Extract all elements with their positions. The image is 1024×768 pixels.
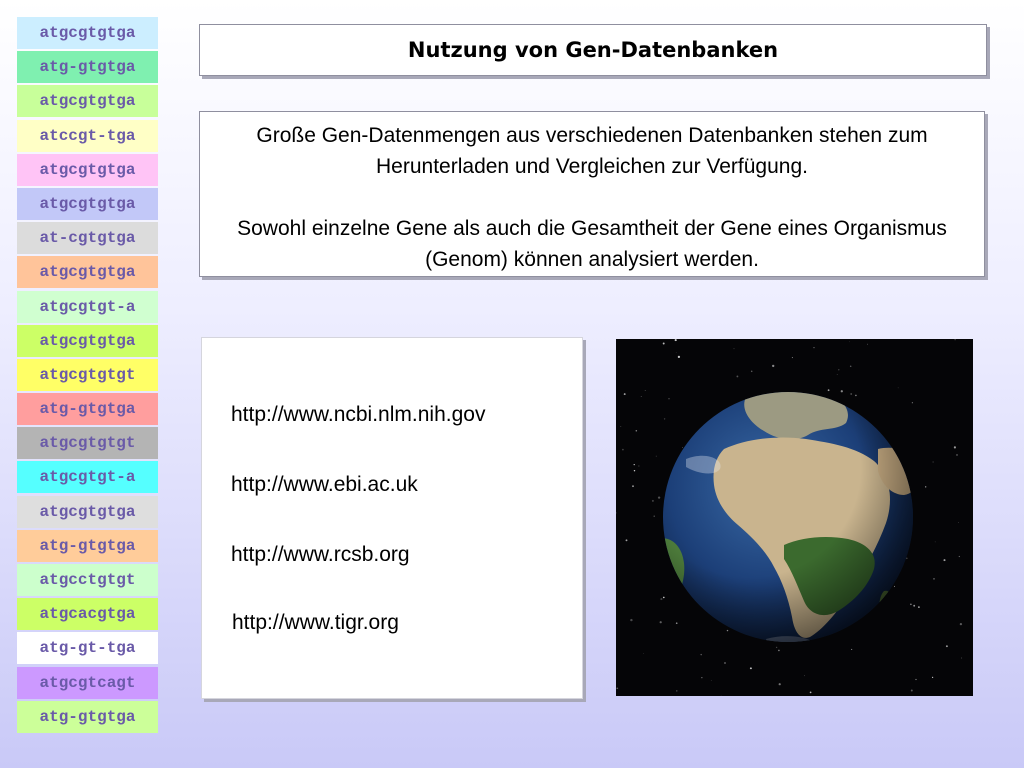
- earth-image: [616, 339, 973, 696]
- star: [675, 339, 677, 341]
- sequence-item: atg-gtgtga: [17, 51, 158, 83]
- star: [851, 649, 852, 650]
- star: [645, 390, 646, 391]
- star: [636, 430, 638, 432]
- star: [804, 675, 805, 676]
- star: [813, 347, 814, 348]
- sequence-item: atgcgtgtga: [17, 85, 158, 117]
- sequence-item: atgcctgtgt: [17, 564, 158, 596]
- star: [736, 375, 738, 377]
- star: [933, 461, 934, 462]
- star: [778, 650, 780, 652]
- star: [956, 454, 957, 455]
- star: [918, 606, 920, 608]
- star: [837, 374, 838, 375]
- star: [658, 496, 660, 498]
- star: [663, 597, 665, 599]
- star: [634, 470, 635, 471]
- star: [626, 539, 628, 541]
- star: [676, 352, 677, 353]
- star: [632, 485, 634, 487]
- star: [682, 447, 683, 448]
- sequence-item: atgcgtgtgt: [17, 359, 158, 391]
- star: [910, 604, 912, 606]
- star: [779, 683, 781, 685]
- page-title: Nutzung von Gen-Datenbanken: [407, 38, 779, 62]
- star: [678, 356, 680, 358]
- sequence-item: atgcacgtga: [17, 598, 158, 630]
- info-paragraph-databases: Große Gen-Datenmengen aus verschiedenen Datenbanken stehen zum Herunterladen und Vergleichen zur Verfügung.: [256, 124, 928, 178]
- star: [676, 622, 678, 624]
- star: [656, 456, 657, 457]
- sequence-item: atg-gtgtga: [17, 530, 158, 562]
- star: [867, 344, 868, 345]
- star: [721, 695, 722, 696]
- sequence-item: atgcgtgtga: [17, 325, 158, 357]
- link-tigr[interactable]: http://www.tigr.org: [232, 611, 399, 634]
- star: [620, 426, 621, 427]
- star: [894, 586, 895, 587]
- star: [912, 402, 913, 403]
- star: [700, 654, 701, 655]
- star: [750, 667, 752, 669]
- sequence-item: atgcgtgtga: [17, 496, 158, 528]
- star: [828, 389, 830, 391]
- star: [935, 542, 936, 543]
- star: [701, 677, 702, 678]
- star: [630, 619, 632, 621]
- star: [849, 341, 850, 342]
- star: [727, 630, 728, 631]
- star: [898, 387, 899, 388]
- star: [955, 339, 956, 340]
- star: [943, 559, 945, 561]
- star: [622, 449, 624, 451]
- star: [668, 398, 669, 399]
- links-box: [201, 337, 583, 699]
- star: [660, 621, 662, 623]
- sequence-item: atgcgtgtga: [17, 17, 158, 49]
- sequence-item: atgcgtgtga: [17, 154, 158, 186]
- sequence-item: atccgt-tga: [17, 120, 158, 152]
- star: [792, 357, 793, 358]
- star: [624, 393, 626, 395]
- star: [841, 390, 843, 392]
- star: [850, 393, 852, 395]
- star: [663, 343, 665, 345]
- star: [616, 687, 618, 689]
- sequence-item: atgcgtcagt: [17, 667, 158, 699]
- sequence-item: atgcgtgtga: [17, 256, 158, 288]
- sequence-item: atgcgtgtgt: [17, 427, 158, 459]
- star: [810, 692, 812, 694]
- star: [933, 578, 934, 579]
- star: [664, 418, 665, 419]
- star: [915, 679, 916, 680]
- sequence-alignment-list: [17, 17, 158, 735]
- info-box: [199, 111, 985, 277]
- star: [643, 653, 644, 654]
- sequence-item: atgcgtgt-a: [17, 291, 158, 323]
- info-paragraph-genome: Sowohl einzelne Gene als auch die Gesamtheit der Gene eines Organismus (Genom) können analysiert werden.: [237, 217, 947, 271]
- star: [660, 598, 662, 600]
- link-ncbi[interactable]: http://www.ncbi.nlm.nih.gov: [231, 403, 486, 426]
- star: [960, 623, 962, 625]
- star: [906, 558, 908, 560]
- star: [958, 522, 959, 523]
- star: [751, 371, 753, 373]
- globe-shading: [663, 392, 913, 642]
- star: [711, 680, 712, 681]
- star: [961, 657, 962, 658]
- sequence-item: at-cgtgtga: [17, 222, 158, 254]
- star: [911, 690, 913, 692]
- title-box: [199, 24, 987, 76]
- sequence-item: atgcgtgtga: [17, 188, 158, 220]
- sequence-item: atgcgtgt-a: [17, 461, 158, 493]
- star: [616, 512, 617, 513]
- star: [734, 348, 735, 349]
- star: [724, 662, 726, 664]
- star: [850, 366, 852, 368]
- sequence-item: atg-gtgtga: [17, 701, 158, 733]
- star: [634, 464, 635, 465]
- star: [932, 677, 933, 678]
- star: [925, 486, 926, 487]
- link-ebi[interactable]: http://www.ebi.ac.uk: [231, 473, 418, 496]
- star: [954, 446, 956, 448]
- star: [772, 365, 774, 367]
- star: [654, 516, 655, 517]
- star: [776, 647, 777, 648]
- star: [855, 395, 857, 397]
- star: [959, 556, 960, 557]
- star: [641, 396, 642, 397]
- star: [676, 690, 677, 691]
- star: [838, 369, 839, 370]
- star: [652, 500, 654, 502]
- star: [913, 605, 915, 607]
- link-rcsb[interactable]: http://www.rcsb.org: [231, 543, 410, 566]
- sequence-item: atg-gt-tga: [17, 632, 158, 664]
- star: [946, 645, 948, 647]
- sequence-item: atg-gtgtga: [17, 393, 158, 425]
- earth-globe-icon: [616, 339, 973, 696]
- star: [638, 465, 639, 466]
